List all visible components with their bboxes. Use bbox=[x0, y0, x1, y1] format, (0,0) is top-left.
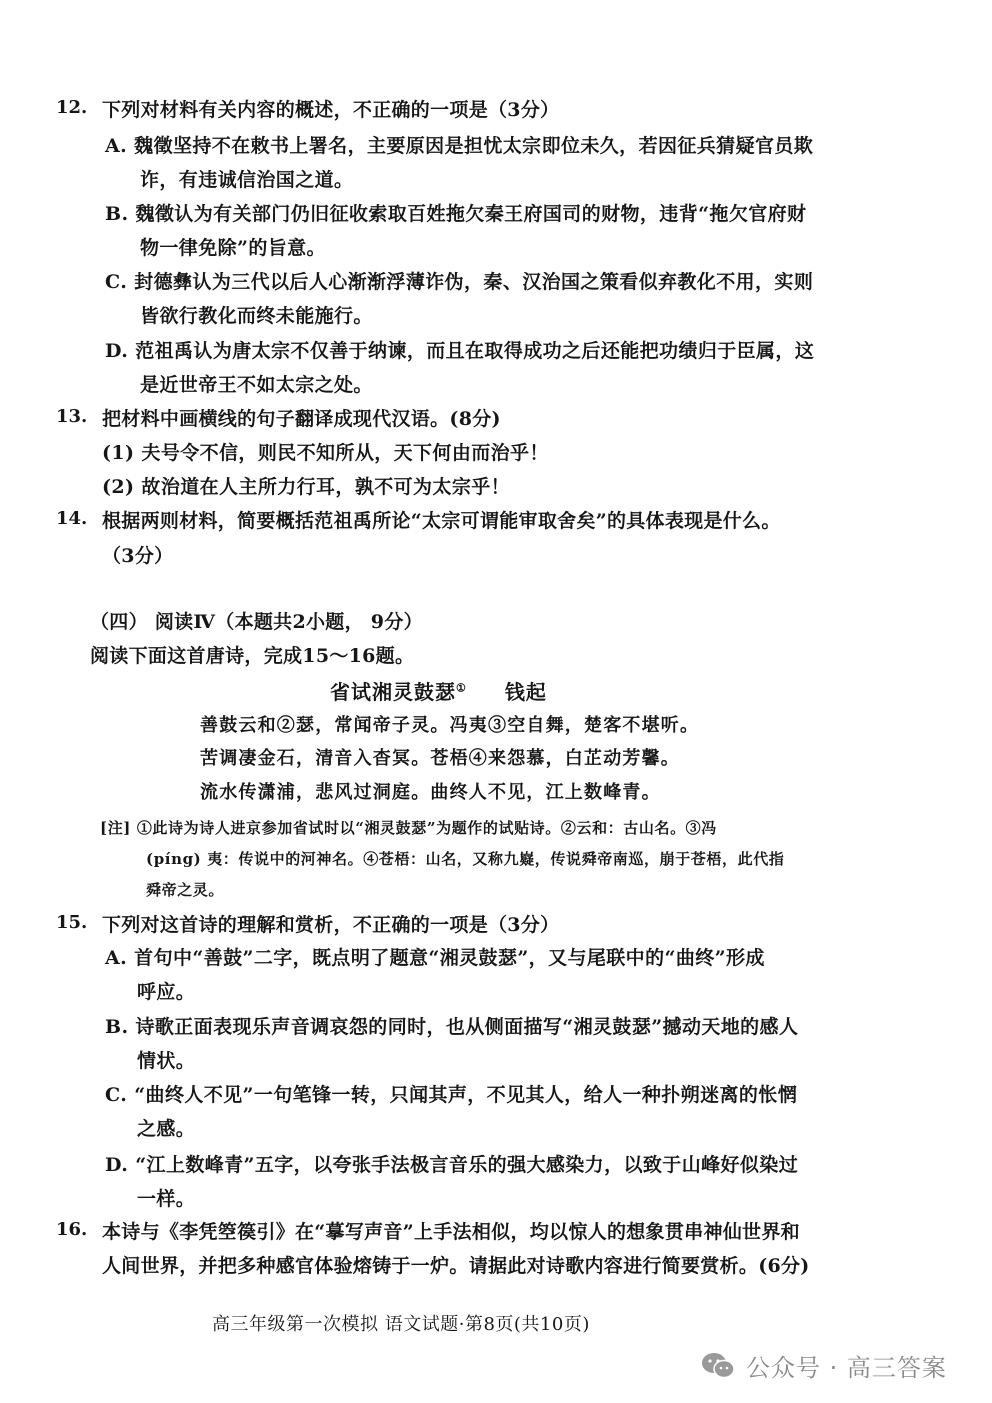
q15-number: 15. bbox=[56, 912, 88, 933]
q15-option-a-line2: 呼应。 bbox=[137, 981, 196, 1003]
section-4-header: （四） 阅读Ⅳ（本题共2小题， 9分） bbox=[90, 611, 423, 633]
poem-title-footnote-mark: ① bbox=[456, 681, 467, 695]
section-4-intro: 阅读下面这首唐诗，完成15～16题。 bbox=[90, 645, 415, 667]
poem-note-line2: (píng) 夷：传说中的河神名。④苍梧：山名，又称九嶷，传说舜帝南巡，崩于苍梧，此代指 bbox=[146, 850, 785, 868]
q15-option-c-line2: 之感。 bbox=[137, 1118, 196, 1140]
q12-option-a-line2: 诈，有违诚信治国之道。 bbox=[140, 169, 354, 191]
poem-note-line3: 舜帝之灵。 bbox=[146, 881, 225, 899]
q15-option-c-line1: C. “曲终人不见”一句笔锋一转，只闻其声，不见其人，给人一种扑朔迷离的怅惘 bbox=[105, 1084, 798, 1106]
q12-stem: 下列对材料有关内容的概述，不正确的一项是（3分） bbox=[102, 99, 560, 121]
q15-option-d-line1: D. “江上数峰青”五字，以夸张手法极言音乐的强大感染力，以致于山峰好似染过 bbox=[105, 1154, 799, 1176]
q14-stem: 根据两则材料，简要概括范祖禹所论“太宗可谓能审取舍矣”的具体表现是什么。 bbox=[102, 510, 781, 532]
q14-score: （3分） bbox=[102, 545, 174, 567]
poem-line-1: 善鼓云和②瑟，常闻帝子灵。冯夷③空自舞，楚客不堪听。 bbox=[200, 715, 700, 736]
q12-option-d-line2: 是近世帝王不如太宗之处。 bbox=[140, 374, 373, 396]
q12-option-b-line1: B. 魏徵认为有关部门仍旧征收索取百姓拖欠秦王府国司的财物，违背“拖欠官府财 bbox=[105, 203, 807, 225]
q12-option-d-line1: D. 范祖禹认为唐太宗不仅善于纳谏，而且在取得成功之后还能把功绩归于臣属，这 bbox=[105, 340, 815, 362]
poem-note-line1: [注] ①此诗为诗人进京参加省试时以“湘灵鼓瑟”为题作的试贴诗。②云和：古山名。③冯 bbox=[100, 819, 717, 837]
q13-stem: 把材料中画横线的句子翻译成现代汉语。(8分) bbox=[102, 408, 501, 430]
poem-line-2: 苦调凄金石，清音入杳冥。苍梧④来怨慕，白芷动芳馨。 bbox=[200, 748, 680, 769]
watermark-text: 公众号 · 高三答案 bbox=[746, 1354, 947, 1382]
q12-option-b-line2: 物一律免除”的旨意。 bbox=[140, 237, 326, 259]
q12-option-c-line2: 皆欲行教化而终未能施行。 bbox=[140, 305, 373, 327]
wechat-icon bbox=[700, 1351, 736, 1381]
page-footer: 高三年级第一次模拟 语文试题·第8页(共10页) bbox=[212, 1314, 590, 1335]
q16-line2: 人间世界，并把多种感官体验熔铸于一炉。请据此对诗歌内容进行简要赏析。(6分) bbox=[102, 1255, 810, 1277]
q15-option-d-line2: 一样。 bbox=[137, 1188, 196, 1210]
q12-option-a-line1: A. 魏徵坚持不在敕书上署名，主要原因是担忧太宗即位未久，若因征兵猜疑官员欺 bbox=[105, 135, 814, 157]
poem-title-row bbox=[330, 676, 547, 705]
q14-number: 14. bbox=[56, 508, 88, 529]
q15-option-b-line1: B. 诗歌正面表现乐声音调哀怨的同时，也从侧面描写“湘灵鼓瑟”撼动天地的感人 bbox=[105, 1016, 799, 1038]
poem-title: 省试湘灵鼓瑟 bbox=[330, 680, 456, 704]
q16-number: 16. bbox=[56, 1219, 88, 1240]
poem-author: 钱起 bbox=[504, 680, 547, 704]
q16-line1: 本诗与《李凭箜篌引》在“摹写声音”上手法相似，均以惊人的想象贯串神仙世界和 bbox=[102, 1221, 800, 1243]
q13-item-2: (2) 故治道在人主所力行耳，孰不可为太宗乎！ bbox=[102, 476, 511, 498]
poem-line-3: 流水传潇浦，悲风过洞庭。曲终人不见，江上数峰青。 bbox=[200, 782, 661, 803]
q15-option-a-line1: A. 首句中“善鼓”二字，既点明了题意“湘灵鼓瑟”，又与尾联中的“曲终”形成 bbox=[105, 947, 765, 969]
q13-number: 13. bbox=[56, 406, 88, 427]
q13-item-1: (1) 夫号令不信，则民不知所从，天下何由而治乎！ bbox=[102, 442, 549, 464]
q12-option-c-line1: C. 封德彝认为三代以后人心渐渐浮薄诈伪，秦、汉治国之策看似弃教化不用，实则 bbox=[105, 271, 814, 293]
watermark bbox=[700, 1348, 947, 1383]
q15-stem: 下列对这首诗的理解和赏析，不正确的一项是（3分） bbox=[102, 914, 560, 936]
q15-option-b-line2: 情状。 bbox=[137, 1050, 196, 1072]
q12-number: 12. bbox=[56, 97, 88, 118]
